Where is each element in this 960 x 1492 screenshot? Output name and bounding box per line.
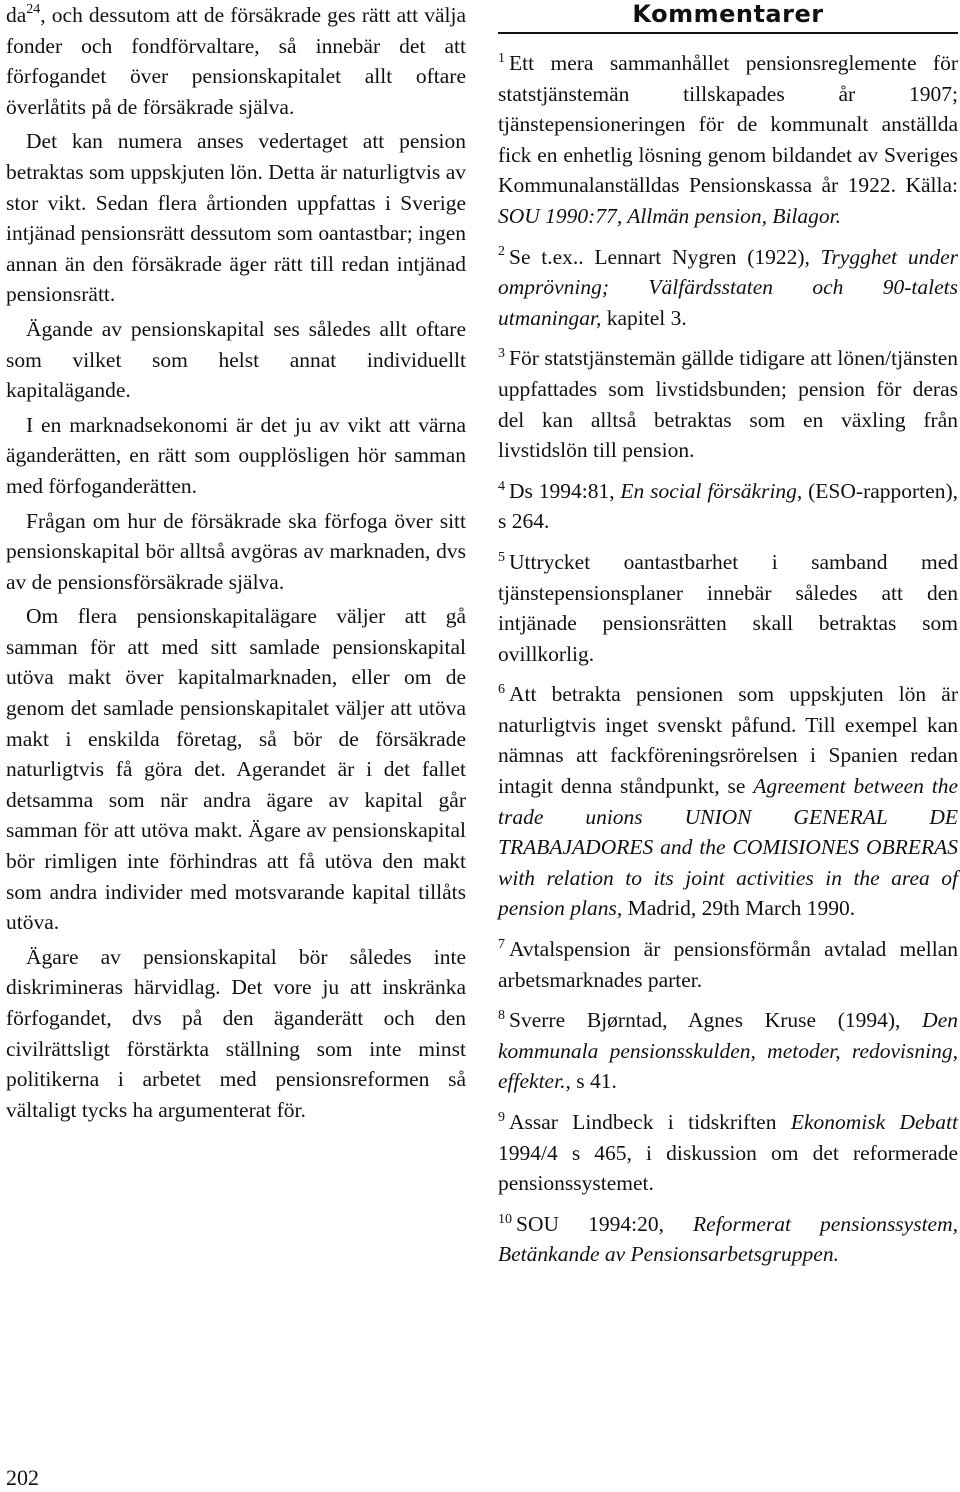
footnote-8: $^8$ Sverre Bjørntad, Agnes Kruse (1994), Den kommunala pensionsskulden, metoder, redovisning, effekter., s 41. [498, 1008, 958, 1094]
footnote-7: $^7$ Avtalspension är pensionsförmån avtalad mellan arbetsmarknades parter. [498, 936, 958, 992]
footnote-list [498, 48, 958, 1270]
page-number: 202 [6, 1465, 39, 1490]
comments-heading: Kommentarer [498, 0, 958, 34]
footnote-10: $^{10}$ SOU 1994:20, Reformerat pensionssystem, Betänkande av Pensionsarbetsgruppen. [498, 1211, 959, 1267]
paragraph-4: I en marknadsekonomi är det ju av vikt att värna äganderätten, en rätt som oupplösligen hör samman med förfoganderätten. [6, 412, 466, 498]
footnote-6: $^6$ Att betrakta pensionen som uppskjuten lön är naturligtvis inget svenskt påfund. Till exempel kan nämnas att fackföreningsrörelsen i Spanien redan intagit denna ståndpunkt, se Agreement between the trade unions UNION GENERAL DE TRABAJADORES and the COMISIONES OBRERAS with relation to its joint activities in the area of pension plans, Madrid, 29th March 1990. [498, 682, 958, 921]
footnote-5: $^5$ Uttrycket oantastbarhet i samband med tjänstepensionsplaner innebär således att den intjänade pensionsrätten skall betraktas som ovillkorlig. [498, 549, 958, 666]
footnote-9: $^9$ Assar Lindbeck i tidskriften Ekonomisk Debatt 1994/4 s 465, i diskussion om det reformerade pensionssystemet. [498, 1109, 958, 1196]
footnote-1: $^1$ Ett mera sammanhållet pensionsreglemente för statstjänstemän tillskapades år 1907; tjänstepensioneringen för de kommunalt anställda fick en enhetlig lösning genom bildandet av Sveriges Kommunalanställdas Pensionskassa år 1922. Källa: SOU 1990:77, Allmän pension, Bilagor. [498, 50, 958, 228]
paragraph-7: Ägare av pensionskapital bör således inte diskrimineras härvidlag. Det vore ju att inskränka förfogandet, dvs på den äganderätt och den civilrättsligt förstärkta ställning som inte minst politikerna i arbetet med pensionsreformen så vältaligt tycks ha argumenterat för. [6, 944, 466, 1122]
comments-column [498, 0, 958, 1280]
paragraph-3: Ägande av pensionskapital ses således allt oftare som vilket som helst annat individuellt kapitalägande. [6, 316, 466, 403]
paragraph-5: Frågan om hur de försäkrade ska förfoga över sitt pensionskapital bör alltså avgöras av marknaden, dvs av de pensionsförsäkrade själva. [6, 508, 466, 594]
paragraph-2: Det kan numera anses vedertaget att pension betraktas som uppskjuten lön. Detta är naturligtvis av stor vikt. Sedan flera årtionden uppfattas i Sverige intjänad pensionsrätt dessutom som oantastbar; ingen annan än den försäkrade äger rätt till redan intjänad pensionsrätt. [6, 129, 466, 307]
footnote-ref-24[interactable]: 24 [26, 1, 41, 17]
paragraph-6: Om flera pensionskapitalägare väljer att gå samman för att med sitt samlade pensionskapital utöva makt över kapitalmarknaden, eller om de genom det samlade pensionskapitalet väljer att utöva makt i enskilda företag, så bör de försäkrade naturligtvis få göra det. Agerandet är i det fallet detsamma som när andra ägare av kapital går samman för att utöva makt. Ägare av pensionskapital bör rimligen inte förhindras att få utöva den makt som andra individer med motsvarande kapital tillåts utöva. [6, 604, 466, 935]
paragraph-1-text: , och dessutom att de försäkrade ges rätt att välja fonder och fondförvaltare, så innebär det att förfogandet över pensionskapitalet allt oftare överlåtits på de försäkrade själva. [6, 3, 466, 119]
footnote-4: $^4$ Ds 1994:81, En social försäkring, (ESO-rapporten), s 264. [498, 478, 958, 534]
paragraph-1-lead: da [6, 3, 27, 27]
paragraph-1 [6, 0, 466, 122]
main-text-column [6, 0, 466, 1129]
footnote-3: $^3$ För statstjänstemän gällde tidigare att lönen/tjänsten uppfattades som livstidsbunden; pension för deras del kan alltså betraktas som en växling från livstidslön till pension. [498, 346, 958, 463]
footnote-2: $^2$ Se t.ex.. Lennart Nygren (1922), Trygghet under omprövning; Välfärdsstaten och 90-talets utmaningar, kapitel 3. [498, 244, 958, 330]
